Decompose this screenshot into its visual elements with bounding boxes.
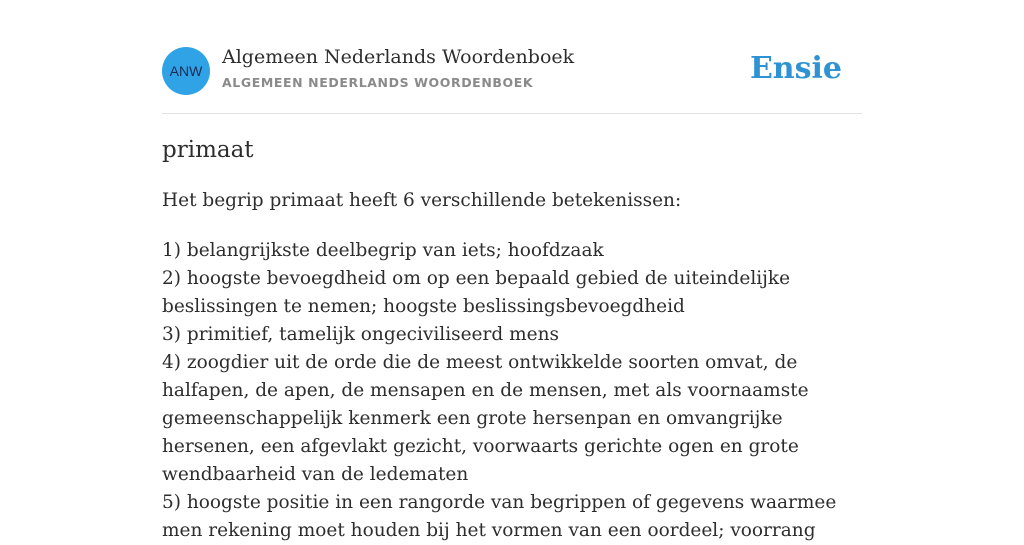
meaning-item: 4) zoogdier uit de orde die de meest ontwikkelde soorten omvat, de halfapen, de apen, de mensapen en de mensen, met als voornaamste gemeenschappelijk kenmerk een grote hersenpan en omvangrijke hersenen, een afgevlakt gezicht, voorwaarts gerichte ogen en grote wendbaarheid van de ledematen [162, 352, 809, 485]
anw-logo[interactable] [162, 47, 210, 95]
ensie-brand-link[interactable]: Ensie [749, 51, 842, 86]
meaning-item: 1) belangrijkste deelbegrip van iets; hoofdzaak [162, 240, 604, 261]
meanings-list [162, 237, 862, 545]
meaning-item: 5) hoogste positie in een rangorde van begrippen of gegevens waarmee men rekening moet houden bij het vormen van een oordeel; voorrang [162, 492, 837, 541]
main-content [162, 0, 862, 541]
source-title[interactable]: Algemeen Nederlands Woordenboek [222, 46, 575, 68]
meaning-item: 3) primitief, tamelijk ongeciviliseerd mens [162, 324, 559, 345]
source-header [162, 0, 862, 114]
logo-text: ANW [169, 63, 203, 79]
source-subtitle: ALGEMEEN NEDERLANDS WOORDENBOEK [222, 75, 534, 90]
meaning-item: 2) hoogste bevoegdheid om op een bepaald gebied de uiteindelijke beslissingen te nemen; hoogste beslissingsbevoegdheid [162, 268, 791, 317]
entry-intro: Het begrip primaat heeft 6 verschillende betekenissen: [162, 190, 682, 211]
entry-term: primaat [162, 137, 254, 163]
